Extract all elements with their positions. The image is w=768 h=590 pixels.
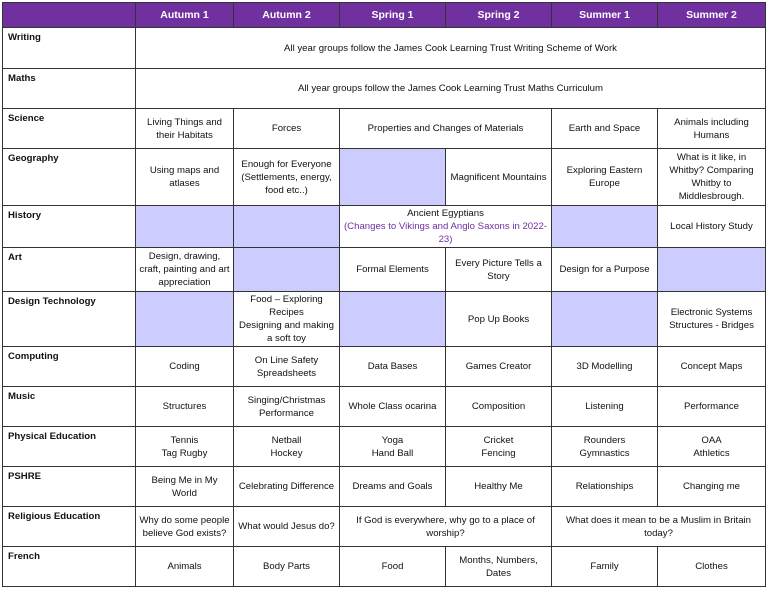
computing-spring-2: Games Creator xyxy=(446,347,552,387)
pe-autumn-1: Tennis Tag Rugby xyxy=(136,427,234,467)
music-spring-2: Composition xyxy=(446,387,552,427)
science-autumn-1: Living Things and their Habitats xyxy=(136,109,234,149)
subject-history: History xyxy=(3,206,136,248)
computing-summer-2: Concept Maps xyxy=(658,347,766,387)
header-spring-1: Spring 1 xyxy=(340,3,446,28)
pe-summer-2: OAA Athletics xyxy=(658,427,766,467)
french-autumn-1: Animals xyxy=(136,547,234,587)
pshre-autumn-2: Celebrating Difference xyxy=(234,467,340,507)
writing-all-terms: All year groups follow the James Cook Learning Trust Writing Scheme of Work xyxy=(136,28,766,69)
science-spring: Properties and Changes of Materials xyxy=(340,109,552,149)
re-spring: If God is everywhere, why go to a place of worship? xyxy=(340,507,552,547)
art-autumn-1: Design, drawing, craft, painting and art appreciation xyxy=(136,248,234,292)
header-corner xyxy=(3,3,136,28)
subject-geography: Geography xyxy=(3,149,136,206)
french-spring-2: Months, Numbers, Dates xyxy=(446,547,552,587)
subject-science: Science xyxy=(3,109,136,149)
dt-spring-1-empty xyxy=(340,292,446,347)
computing-summer-1: 3D Modelling xyxy=(552,347,658,387)
row-music xyxy=(3,387,766,427)
dt-summer-1-empty xyxy=(552,292,658,347)
dt-autumn-1-empty xyxy=(136,292,234,347)
header-summer-2: Summer 2 xyxy=(658,3,766,28)
curriculum-table xyxy=(2,2,766,587)
geography-autumn-2: Enough for Everyone (Settlements, energy, food etc..) xyxy=(234,149,340,206)
row-maths xyxy=(3,69,766,109)
music-autumn-1: Structures xyxy=(136,387,234,427)
pshre-autumn-1: Being Me in My World xyxy=(136,467,234,507)
row-physical-education xyxy=(3,427,766,467)
history-spring-note: (Changes to Vikings and Anglo Saxons in 2022-23) xyxy=(343,221,548,245)
dt-autumn-2: Food – Exploring Recipes Designing and making a soft toy xyxy=(234,292,340,347)
art-summer-1: Design for a Purpose xyxy=(552,248,658,292)
row-history xyxy=(3,206,766,248)
computing-autumn-1: Coding xyxy=(136,347,234,387)
row-science xyxy=(3,109,766,149)
subject-design-technology: Design Technology xyxy=(3,292,136,347)
history-spring xyxy=(340,206,552,248)
maths-all-terms: All year groups follow the James Cook Learning Trust Maths Curriculum xyxy=(136,69,766,109)
geography-spring-2: Magnificent Mountains xyxy=(446,149,552,206)
art-autumn-2-empty xyxy=(234,248,340,292)
music-summer-2: Performance xyxy=(658,387,766,427)
re-autumn-2: What would Jesus do? xyxy=(234,507,340,547)
header-spring-2: Spring 2 xyxy=(446,3,552,28)
header-autumn-2: Autumn 2 xyxy=(234,3,340,28)
geography-summer-2: What is it like, in Whitby? Comparing Whitby to Middlesbrough. xyxy=(658,149,766,206)
pshre-summer-2: Changing me xyxy=(658,467,766,507)
re-autumn-1: Why do some people believe God exists? xyxy=(136,507,234,547)
row-design-technology xyxy=(3,292,766,347)
french-spring-1: Food xyxy=(340,547,446,587)
art-spring-2: Every Picture Tells a Story xyxy=(446,248,552,292)
subject-maths: Maths xyxy=(3,69,136,109)
subject-physical-education: Physical Education xyxy=(3,427,136,467)
row-writing xyxy=(3,28,766,69)
french-autumn-2: Body Parts xyxy=(234,547,340,587)
header-row xyxy=(3,3,766,28)
computing-autumn-2: On Line Safety Spreadsheets xyxy=(234,347,340,387)
pshre-spring-1: Dreams and Goals xyxy=(340,467,446,507)
pe-autumn-2: Netball Hockey xyxy=(234,427,340,467)
pshre-spring-2: Healthy Me xyxy=(446,467,552,507)
computing-spring-1: Data Bases xyxy=(340,347,446,387)
subject-religious-education: Religious Education xyxy=(3,507,136,547)
music-autumn-2: Singing/Christmas Performance xyxy=(234,387,340,427)
row-french xyxy=(3,547,766,587)
header-summer-1: Summer 1 xyxy=(552,3,658,28)
geography-summer-1: Exploring Eastern Europe xyxy=(552,149,658,206)
re-summer: What does it mean to be a Muslim in Britain today? xyxy=(552,507,766,547)
history-summer-1-empty xyxy=(552,206,658,248)
header-autumn-1: Autumn 1 xyxy=(136,3,234,28)
music-spring-1: Whole Class ocarina xyxy=(340,387,446,427)
pshre-summer-1: Relationships xyxy=(552,467,658,507)
subject-art: Art xyxy=(3,248,136,292)
dt-spring-2: Pop Up Books xyxy=(446,292,552,347)
geography-autumn-1: Using maps and atlases xyxy=(136,149,234,206)
geography-spring-1-empty xyxy=(340,149,446,206)
row-pshre xyxy=(3,467,766,507)
pe-summer-1: Rounders Gymnastics xyxy=(552,427,658,467)
history-summer-2: Local History Study xyxy=(658,206,766,248)
subject-french: French xyxy=(3,547,136,587)
french-summer-1: Family xyxy=(552,547,658,587)
subject-music: Music xyxy=(3,387,136,427)
science-summer-2: Animals including Humans xyxy=(658,109,766,149)
history-autumn-1-empty xyxy=(136,206,234,248)
french-summer-2: Clothes xyxy=(658,547,766,587)
dt-summer-2: Electronic Systems Structures - Bridges xyxy=(658,292,766,347)
pe-spring-1: Yoga Hand Ball xyxy=(340,427,446,467)
subject-computing: Computing xyxy=(3,347,136,387)
pe-spring-2: Cricket Fencing xyxy=(446,427,552,467)
row-computing xyxy=(3,347,766,387)
art-summer-2-empty xyxy=(658,248,766,292)
row-religious-education xyxy=(3,507,766,547)
history-spring-topic: Ancient Egyptians xyxy=(407,208,484,219)
row-geography xyxy=(3,149,766,206)
subject-pshre: PSHRE xyxy=(3,467,136,507)
row-art xyxy=(3,248,766,292)
music-summer-1: Listening xyxy=(552,387,658,427)
subject-writing: Writing xyxy=(3,28,136,69)
history-autumn-2-empty xyxy=(234,206,340,248)
science-summer-1: Earth and Space xyxy=(552,109,658,149)
science-autumn-2: Forces xyxy=(234,109,340,149)
art-spring-1: Formal Elements xyxy=(340,248,446,292)
